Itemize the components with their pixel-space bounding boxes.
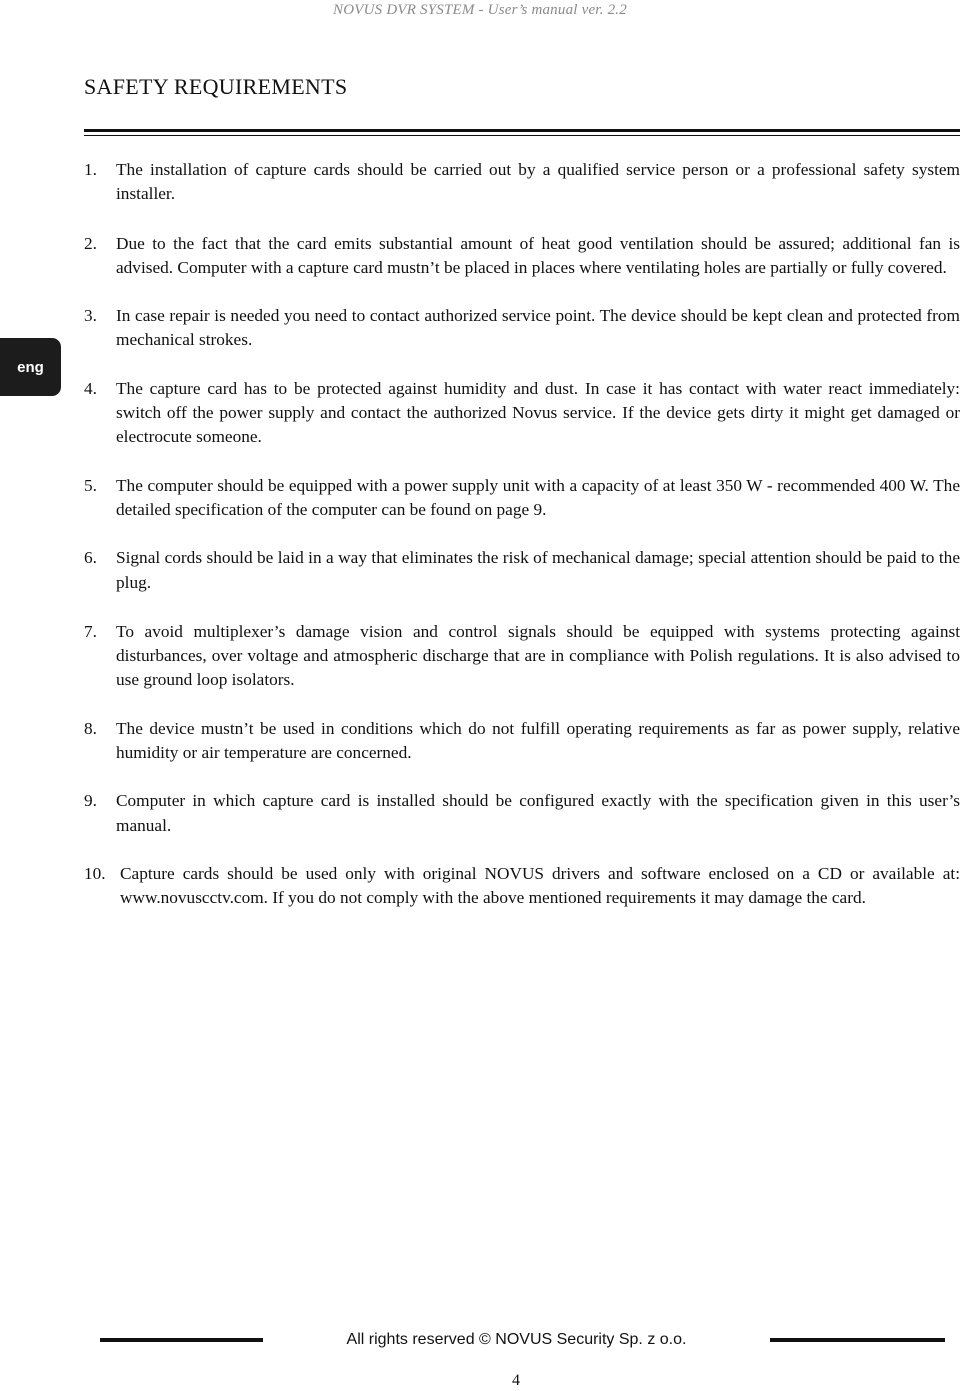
item-number: 8.: [84, 718, 97, 738]
list-item: [84, 862, 960, 911]
item-number: 3.: [84, 306, 97, 326]
item-number: 4.: [84, 378, 97, 398]
item-text: Due to the fact that the card emits substantial amount of heat good ventilation should be assured; additional fan is advised. Computer with a capture card mustn’t be placed in places where ventilating holes are partially or fully covered.: [116, 233, 960, 277]
item-text: The installation of capture cards should be carried out by a qualified service person or a professional safety system installer.: [116, 160, 960, 204]
item-text: In case repair is needed you need to contact authorized service point. The device should be kept clean and protected from mechanical strokes.: [116, 306, 960, 350]
running-header: NOVUS DVR SYSTEM - User’s manual ver. 2.2: [333, 2, 627, 18]
list-item: [84, 620, 960, 693]
item-text: Computer in which capture card is installed should be configured exactly with the specification given in this user’s manual.: [116, 791, 960, 835]
footer-rule-left: [100, 1338, 263, 1342]
item-number: 1.: [84, 160, 97, 179]
item-text: The capture card has to be protected against humidity and dust. In case it has contact with water react immediately: switch off the power supply and contact the authorized Novus service. If the device gets dirty it might get damaged or electrocute someone.: [116, 378, 960, 447]
list-item: [84, 546, 960, 595]
footer-rule-right: [770, 1338, 945, 1342]
item-number: 9.: [84, 791, 97, 811]
list-item: [84, 789, 960, 838]
item-text: Signal cords should be laid in a way that eliminates the risk of mechanical damage; special attention should be paid to the plug.: [116, 548, 960, 592]
list-item: [84, 158, 960, 207]
page-title: SAFETY REQUIREMENTS: [84, 74, 348, 99]
item-text: Capture cards should be used only with original NOVUS drivers and software enclosed on a CD or available at: www.novuscctv.com. If you do not comply with the above mentioned requirements it may damage the card.: [120, 863, 960, 908]
list-item: [84, 717, 960, 766]
list-item: [84, 232, 960, 281]
language-tab: eng: [0, 338, 61, 396]
item-number: 6.: [84, 548, 97, 568]
safety-requirements-list: [84, 158, 960, 911]
list-item: [84, 304, 960, 353]
page-number: 4: [512, 1372, 520, 1389]
item-text: The computer should be equipped with a power supply unit with a capacity of at least 350 W - recommended 400 W. The detailed specification of the computer can be found on page 9.: [116, 475, 960, 519]
item-text: To avoid multiplexer’s damage vision and control signals should be equipped with systems protecting against disturbances, over voltage and atmospheric discharge that are in compliance with Polish regulations. It is also advised to use ground loop isolators.: [116, 621, 960, 690]
item-number: 7.: [84, 621, 97, 641]
item-number: 2.: [84, 233, 97, 253]
item-number: 5.: [84, 475, 97, 495]
item-number: 10.: [84, 863, 106, 883]
footer-copyright: All rights reserved © NOVUS Security Sp. z o.o.: [346, 1331, 687, 1348]
title-rule-thick: [84, 129, 960, 132]
list-item: [84, 377, 960, 450]
list-item: [84, 474, 960, 523]
item-text: The device mustn’t be used in conditions which do not fulfill operating requirements as far as power supply, relative humidity or air temperature are concerned.: [116, 718, 960, 763]
title-rule-thin: [84, 135, 960, 136]
